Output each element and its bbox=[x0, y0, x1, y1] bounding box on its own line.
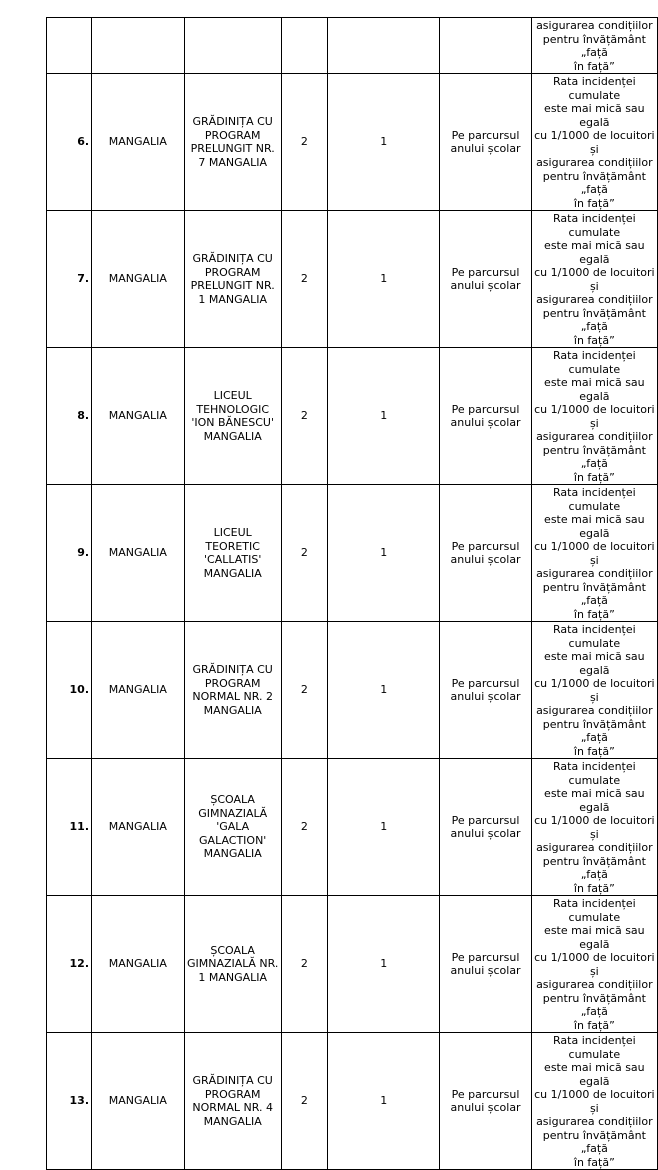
table-row bbox=[47, 896, 658, 1033]
value-b-cell bbox=[328, 622, 440, 759]
value-a-cell bbox=[281, 74, 327, 211]
city-cell bbox=[92, 74, 185, 211]
value-b-cell-text: 1 bbox=[380, 409, 388, 423]
condition-cell-text: Rata incidenței cumulate este mai mică sau egală cu 1/1000 de locuitori și asigurarea condițiilor pentru învățământ „față în față” bbox=[534, 1034, 655, 1169]
school-name-cell-text: LICEUL TEORETIC 'CALLATIS' MANGALIA bbox=[203, 526, 262, 580]
value-a-cell bbox=[281, 759, 327, 896]
value-a-cell bbox=[281, 18, 327, 74]
row-number-text: 7. bbox=[77, 272, 90, 286]
row-number bbox=[47, 74, 92, 211]
school-name-cell-text: ȘCOALA GIMNAZIALĂ 'GALA GALACTION' MANGALIA bbox=[198, 793, 268, 861]
row-number-text: 12. bbox=[69, 957, 90, 971]
city-cell-text: MANGALIA bbox=[108, 135, 167, 149]
value-a-cell bbox=[281, 485, 327, 622]
school-name-cell-text: ȘCOALA GIMNAZIALĂ NR. 1 MANGALIA bbox=[186, 943, 279, 984]
condition-cell bbox=[531, 18, 657, 74]
row-number-text: 13. bbox=[69, 1094, 90, 1108]
condition-cell bbox=[531, 1033, 657, 1170]
school-name-cell bbox=[184, 348, 281, 485]
city-cell-text: MANGALIA bbox=[108, 272, 167, 286]
value-a-cell bbox=[281, 348, 327, 485]
value-b-cell-text: 1 bbox=[380, 683, 388, 697]
row-number bbox=[47, 348, 92, 485]
value-b-cell bbox=[328, 18, 440, 74]
value-b-cell-text: 1 bbox=[380, 1094, 388, 1108]
condition-cell-text: Rata incidenței cumulate este mai mică sau egală cu 1/1000 de locuitori și asigurarea condițiilor pentru învățământ „față în față” bbox=[534, 760, 655, 895]
value-a-cell-text: 2 bbox=[300, 546, 308, 560]
city-cell bbox=[92, 759, 185, 896]
value-b-cell bbox=[328, 211, 440, 348]
value-a-cell-text: 2 bbox=[300, 957, 308, 971]
value-b-cell bbox=[328, 348, 440, 485]
condition-cell-text: Rata incidenței cumulate este mai mică sau egală cu 1/1000 de locuitori și asigurarea condițiilor pentru învățământ „față în față” bbox=[534, 623, 655, 758]
table-body bbox=[47, 18, 658, 1170]
value-b-cell bbox=[328, 485, 440, 622]
school-name-cell bbox=[184, 759, 281, 896]
school-name-cell bbox=[184, 622, 281, 759]
condition-cell-text: asigurarea condițiilor pentru învățământ „față în față” bbox=[536, 19, 653, 73]
value-a-cell bbox=[281, 622, 327, 759]
period-cell bbox=[440, 74, 531, 211]
value-a-cell-text: 2 bbox=[300, 409, 308, 423]
value-a-cell bbox=[281, 211, 327, 348]
value-a-cell bbox=[281, 1033, 327, 1170]
school-name-cell bbox=[184, 896, 281, 1033]
value-b-cell bbox=[328, 74, 440, 211]
value-a-cell-text: 2 bbox=[300, 135, 308, 149]
period-cell-text: Pe parcursul anului școlar bbox=[450, 402, 521, 429]
table-row bbox=[47, 74, 658, 211]
city-cell bbox=[92, 1033, 185, 1170]
condition-cell bbox=[531, 211, 657, 348]
school-name-cell-text: GRĂDINIȚA CU PROGRAM PRELUNGIT NR. 1 MANGALIA bbox=[190, 252, 275, 306]
condition-cell-text: Rata incidenței cumulate este mai mică sau egală cu 1/1000 de locuitori și asigurarea condițiilor pentru învățământ „față în față” bbox=[534, 486, 655, 621]
period-cell-text: Pe parcursul anului școlar bbox=[450, 1087, 521, 1114]
school-name-cell bbox=[184, 485, 281, 622]
school-name-cell-text: LICEUL TEHNOLOGIC 'ION BĂNESCU' MANGALIA bbox=[191, 389, 274, 443]
city-cell-text: MANGALIA bbox=[108, 409, 167, 423]
school-name-cell bbox=[184, 211, 281, 348]
value-b-cell-text: 1 bbox=[380, 820, 388, 834]
table-row bbox=[47, 18, 658, 74]
period-cell-text: Pe parcursul anului școlar bbox=[450, 265, 521, 292]
city-cell-text: MANGALIA bbox=[108, 546, 167, 560]
period-cell bbox=[440, 485, 531, 622]
condition-cell bbox=[531, 485, 657, 622]
city-cell-text: MANGALIA bbox=[108, 1094, 167, 1108]
period-cell-text: Pe parcursul anului școlar bbox=[450, 676, 521, 703]
period-cell bbox=[440, 622, 531, 759]
school-name-cell bbox=[184, 18, 281, 74]
schools-table bbox=[46, 17, 658, 1170]
table-row bbox=[47, 759, 658, 896]
value-a-cell bbox=[281, 896, 327, 1033]
row-number bbox=[47, 622, 92, 759]
period-cell bbox=[440, 1033, 531, 1170]
school-name-cell-text: GRĂDINIȚA CU PROGRAM NORMAL NR. 4 MANGALIA bbox=[192, 1074, 273, 1128]
row-number-text: 8. bbox=[77, 409, 90, 423]
row-number bbox=[47, 211, 92, 348]
value-b-cell bbox=[328, 759, 440, 896]
school-name-cell-text: GRĂDINIȚA CU PROGRAM NORMAL NR. 2 MANGALIA bbox=[192, 663, 273, 717]
period-cell-text: Pe parcursul anului școlar bbox=[450, 950, 521, 977]
row-number-text: 6. bbox=[77, 135, 90, 149]
city-cell-text: MANGALIA bbox=[108, 820, 167, 834]
period-cell-text: Pe parcursul anului școlar bbox=[450, 128, 521, 155]
city-cell bbox=[92, 622, 185, 759]
city-cell-text: MANGALIA bbox=[108, 957, 167, 971]
value-a-cell-text: 2 bbox=[300, 1094, 308, 1108]
row-number-text: 10. bbox=[69, 683, 90, 697]
condition-cell-text: Rata incidenței cumulate este mai mică sau egală cu 1/1000 de locuitori și asigurarea condițiilor pentru învățământ „față în față” bbox=[534, 212, 655, 347]
condition-cell-text: Rata incidenței cumulate este mai mică sau egală cu 1/1000 de locuitori și asigurarea condițiilor pentru învățământ „față în față” bbox=[534, 897, 655, 1032]
school-name-cell bbox=[184, 74, 281, 211]
condition-cell bbox=[531, 759, 657, 896]
period-cell bbox=[440, 759, 531, 896]
table-row bbox=[47, 348, 658, 485]
school-name-cell bbox=[184, 1033, 281, 1170]
value-a-cell-text: 2 bbox=[300, 272, 308, 286]
value-b-cell-text: 1 bbox=[380, 957, 388, 971]
city-cell-text: MANGALIA bbox=[108, 683, 167, 697]
row-number bbox=[47, 18, 92, 74]
city-cell bbox=[92, 485, 185, 622]
value-a-cell-text: 2 bbox=[300, 820, 308, 834]
period-cell bbox=[440, 896, 531, 1033]
condition-cell bbox=[531, 896, 657, 1033]
city-cell bbox=[92, 211, 185, 348]
period-cell bbox=[440, 211, 531, 348]
table-row bbox=[47, 485, 658, 622]
row-number bbox=[47, 759, 92, 896]
row-number-text: 11. bbox=[69, 820, 90, 834]
city-cell bbox=[92, 18, 185, 74]
value-b-cell-text: 1 bbox=[380, 272, 388, 286]
row-number bbox=[47, 1033, 92, 1170]
condition-cell bbox=[531, 348, 657, 485]
row-number-text: 9. bbox=[77, 546, 90, 560]
condition-cell-text: Rata incidenței cumulate este mai mică sau egală cu 1/1000 de locuitori și asigurarea condițiilor pentru învățământ „față în față” bbox=[534, 75, 655, 210]
row-number bbox=[47, 485, 92, 622]
table-row bbox=[47, 1033, 658, 1170]
city-cell bbox=[92, 896, 185, 1033]
value-b-cell-text: 1 bbox=[380, 546, 388, 560]
school-name-cell-text: GRĂDINIȚA CU PROGRAM PRELUNGIT NR. 7 MANGALIA bbox=[190, 115, 275, 169]
period-cell-text: Pe parcursul anului școlar bbox=[450, 813, 521, 840]
condition-cell bbox=[531, 74, 657, 211]
period-cell bbox=[440, 18, 531, 74]
condition-cell-text: Rata incidenței cumulate este mai mică sau egală cu 1/1000 de locuitori și asigurarea condițiilor pentru învățământ „față în față” bbox=[534, 349, 655, 484]
period-cell bbox=[440, 348, 531, 485]
value-b-cell bbox=[328, 896, 440, 1033]
table-row bbox=[47, 211, 658, 348]
value-b-cell-text: 1 bbox=[380, 135, 388, 149]
value-b-cell bbox=[328, 1033, 440, 1170]
value-a-cell-text: 2 bbox=[300, 683, 308, 697]
condition-cell bbox=[531, 622, 657, 759]
row-number bbox=[47, 896, 92, 1033]
city-cell bbox=[92, 348, 185, 485]
period-cell-text: Pe parcursul anului școlar bbox=[450, 539, 521, 566]
table-row bbox=[47, 622, 658, 759]
